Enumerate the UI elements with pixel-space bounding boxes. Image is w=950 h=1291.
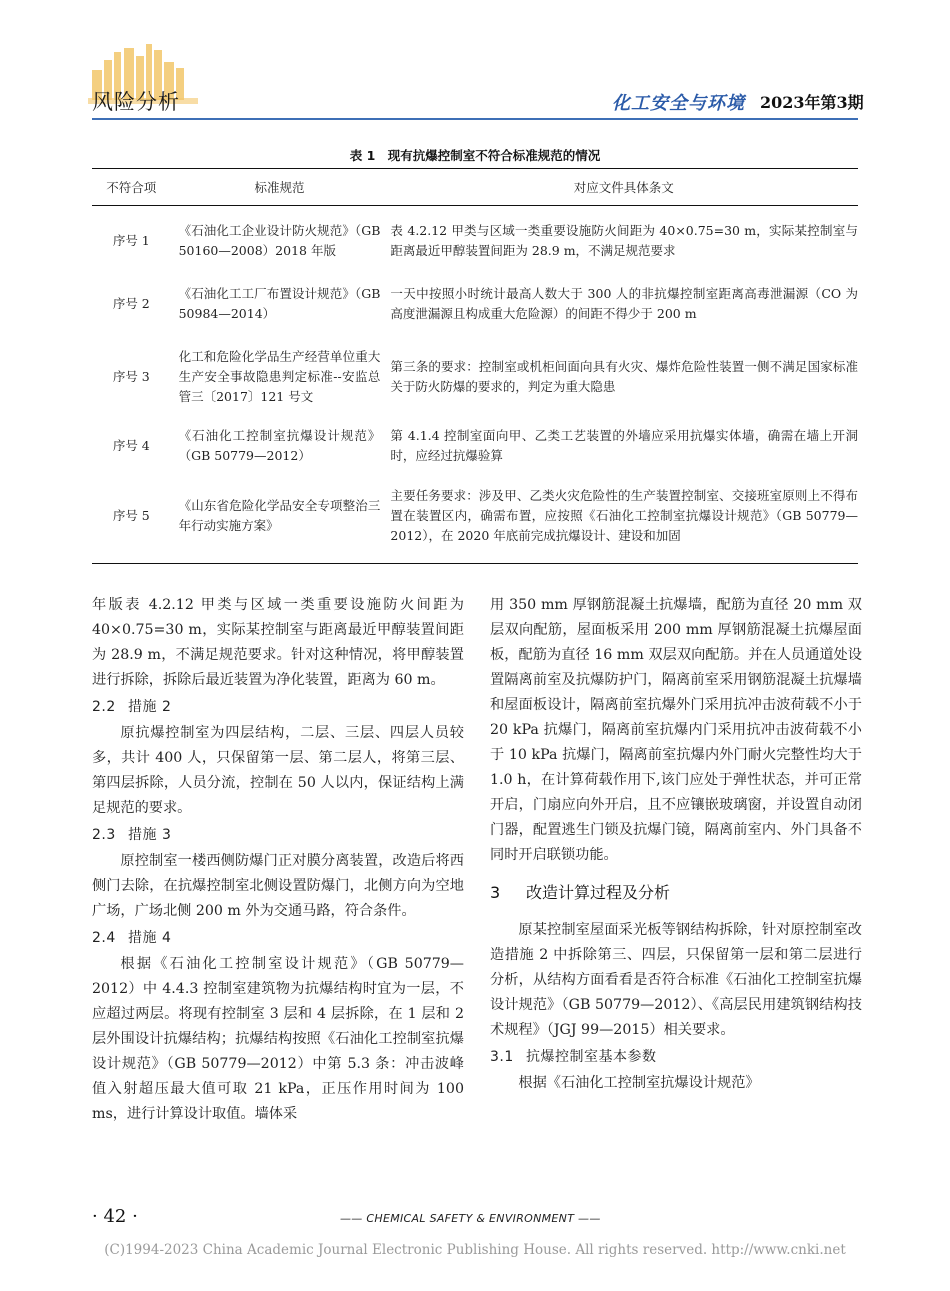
section-number: 3.1 — [490, 1049, 514, 1065]
section-heading-2-2 — [92, 693, 464, 721]
table-cell-clause: 第 4.1.4 控制室面向甲、乙类工艺装置的外墙应采用抗爆实体墙，确需在墙上开洞时，应经过抗爆验算 — [390, 427, 858, 463]
table-row — [92, 470, 858, 564]
table-cell-clause: 主要任务要求：涉及甲、乙类火灾危险性的生产装置控制室、交接班室原则上不得布置在装置区内，确需布置，应按照《石油化工控制室抗爆设计规范》（GB 50779—2012），在 2020 年底前完成抗爆设计、建设和加固 — [390, 488, 858, 544]
table-cell-item: 序号 1 — [112, 232, 150, 248]
section-number: 2.3 — [92, 827, 116, 843]
paragraph: 原抗爆控制室为四层结构，二层、三层、四层人员较多，共计 400 人，只保留第一层、第二层人，将第三层、第四层拆除，人员分流，控制在 50 人以内，保证结构上满足规范的要求。 — [92, 725, 464, 816]
left-column — [92, 593, 464, 1127]
page-number: · 42 · — [92, 1206, 138, 1227]
section-heading-3 — [490, 868, 862, 918]
table-cell-clause: 第三条的要求：控制室或机柜间面向具有火灾、爆炸危险性装置一侧不满足国家标准关于防火防爆的要求的，判定为重大隐患 — [390, 358, 858, 394]
footer-journal-name: —— CHEMICAL SAFETY & ENVIRONMENT —— — [340, 1212, 601, 1225]
table-cell-item: 序号 3 — [112, 368, 150, 384]
section-heading-2-3 — [92, 821, 464, 849]
header-divider — [92, 118, 858, 120]
section-number: 2.4 — [92, 930, 116, 946]
table-header: 标准规范 — [254, 180, 305, 195]
paragraph: 用 350 mm 厚钢筋混凝土抗爆墙，配筋为直径 20 mm 双层双向配筋，屋面板采用 200 mm 厚钢筋混凝土抗爆屋面板，配筋为直径 16 mm 双层双向配筋。并在人员通道处设置隔离前室及抗爆防护门，隔离前室采用钢筋混凝土抗爆墙和屋面板设计，隔离前室抗爆外门采用抗冲击波荷载不小于 20 kPa 抗爆门，隔离前室抗爆内门采用抗冲击波荷载不小于 10 kPa 抗爆门，隔离前室抗爆内外门耐火完整性均大于 1.0 h，在计算荷载作用下,该门应处于弹性状态，并可正常开启，门扇应向外开启，且不应镶嵌玻璃窗，并设置自动闭门器，配置逃生门锁及抗爆门镜，隔离前室内、外门具备不同时开启联锁功能。 — [490, 597, 862, 863]
table-cell-item: 序号 4 — [112, 437, 150, 453]
table-cell-clause: 表 4.2.12 甲类与区域一类重要设施防火间距为 40×0.75=30 m，实际某控制室与距离最近甲醇装置间距为 28.9 m，不满足规范要求 — [390, 222, 858, 258]
right-column — [490, 593, 862, 1096]
paragraph: 根据《石油化工控制室抗爆设计规范》 — [518, 1075, 760, 1091]
issue-info: 2023年第3期 — [760, 93, 864, 112]
table-cell-standard: 《山东省危险化学品安全专项整治三年行动实施方案》 — [178, 498, 381, 534]
table-header: 对应文件具体条文 — [573, 180, 674, 195]
section-title: 措施 3 — [128, 827, 172, 843]
section-number: 3 — [490, 883, 501, 902]
paragraph: 根据《石油化工控制室设计规范》（GB 50779—2012）中 4.4.3 控制室建筑物为抗爆结构时宜为一层，不应超过两层。将现有控制室 3 层和 4 层拆除，在 1 层和 2 层外围设计抗爆结构；抗爆结构按照《石油化工控制室抗爆设计规范》（GB 50779—2012）中第 5.3 条：冲击波峰值入射超压最大值可取 21 kPa，正压作用时间为 100 ms，进行计算设计取值。墙体采 — [92, 956, 464, 1122]
section-label: 风险分析 — [92, 90, 180, 114]
table-cell-item: 序号 5 — [112, 508, 150, 524]
section-title: 抗爆控制室基本参数 — [526, 1049, 657, 1065]
table-cell-standard: 《石油化工企业设计防火规范》（GB 50160—2008）2018 年版 — [178, 222, 381, 258]
paragraph: 年版表 4.2.12 甲类与区域一类重要设施防火间距为 40×0.75=30 m，实际某控制室与距离最近甲醇装置间距为 28.9 m，不满足规范要求。针对这种情况，将甲醇装置进行拆除，拆除后最近装置为净化装置，距离为 60 m。 — [92, 597, 464, 688]
table-cell-standard: 《石油化工控制室抗爆设计规范》（GB 50779—2012） — [178, 427, 381, 463]
table-cell-clause: 一天中按照小时统计最高人数大于 300 人的非抗爆控制室距离高毒泄漏源（CO 为高度泄漏源且构成重大危险源）的间距不得少于 200 m — [390, 285, 858, 321]
table-caption: 表 1 现有抗爆控制室不符合标准规范的情况 — [349, 148, 601, 163]
table-cell-standard: 《石油化工工厂布置设计规范》（GB 50984—2014） — [178, 285, 381, 321]
table-row — [92, 206, 858, 276]
section-title: 措施 4 — [128, 930, 172, 946]
section-heading-2-4 — [92, 924, 464, 952]
table-row — [92, 332, 858, 422]
table-header-row — [92, 169, 858, 206]
table-header: 不符合项 — [106, 180, 157, 195]
section-title: 措施 2 — [128, 699, 172, 715]
section-heading-3-1 — [490, 1043, 862, 1071]
standards-table — [92, 168, 858, 564]
table-cell-standard: 化工和危险化学品生产经营单位重大生产安全事故隐患判定标准--安监总管三〔2017〕121 号文 — [178, 348, 381, 404]
table-cell-item: 序号 2 — [112, 295, 150, 311]
paragraph: 原控制室一楼西侧防爆门正对膜分离装置，改造后将西侧门去除，在抗爆控制室北侧设置防爆门，北侧方向为空地广场，广场北侧 200 m 外为交通马路，符合条件。 — [92, 853, 464, 919]
copyright-notice: (C)1994-2023 China Academic Journal Electronic Publishing House. All rights reserved. http://www.cnki.net — [104, 1242, 846, 1258]
table-row — [92, 422, 858, 470]
table-row — [92, 276, 858, 332]
paragraph: 原某控制室屋面采光板等钢结构拆除，针对原控制室改造措施 2 中拆除第三、四层，只保留第一层和第二层进行分析，从结构方面看看是否符合标准《石油化工控制室抗爆设计规范》（GB 50779—2012）、《高层民用建筑钢结构技术规程》（JGJ 99—2015）相关要求。 — [490, 922, 862, 1038]
section-number: 2.2 — [92, 699, 116, 715]
section-title: 改造计算过程及分析 — [526, 883, 671, 902]
journal-name: 化工安全与环境 — [612, 93, 745, 114]
